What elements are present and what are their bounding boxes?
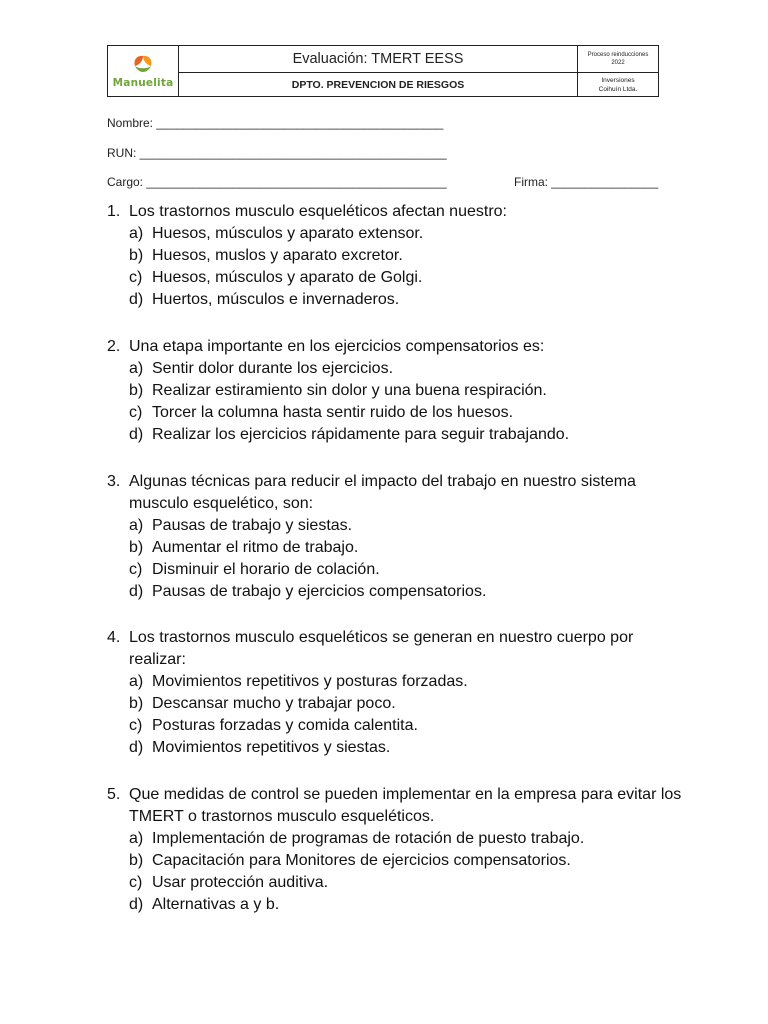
- option-letter: c): [129, 269, 143, 286]
- option-letter: d): [129, 583, 144, 600]
- company-line-1: Inversiones: [601, 76, 635, 84]
- option-d[interactable]: [107, 424, 687, 446]
- option-text: Torcer la columna hasta sentir ruido de los huesos.: [152, 404, 514, 421]
- option-c[interactable]: [107, 872, 687, 894]
- option-text: Posturas forzadas y comida calentita.: [152, 717, 418, 734]
- option-text: Alternativas a y b.: [152, 896, 280, 913]
- option-letter: d): [129, 426, 144, 443]
- option-letter: b): [129, 539, 144, 556]
- question-1: [107, 201, 687, 311]
- option-a[interactable]: [107, 515, 687, 537]
- company-line-2: Coihuín Ltda.: [598, 85, 638, 93]
- option-c[interactable]: [107, 402, 687, 424]
- question-text: Los trastornos musculo esqueléticos afectan nuestro:: [129, 203, 507, 220]
- option-letter: c): [129, 717, 143, 734]
- option-text: Pausas de trabajo y ejercicios compensatorios.: [152, 583, 487, 600]
- question-text: Los trastornos musculo esqueléticos se generan en nuestro cuerpo por realizar:: [129, 629, 634, 668]
- option-letter: b): [129, 852, 144, 869]
- option-letter: c): [129, 561, 143, 578]
- option-text: Movimientos repetitivos y posturas forzadas.: [152, 673, 468, 690]
- option-letter: d): [129, 291, 144, 308]
- nombre-field[interactable]: Nombre: ___________________________________________: [107, 116, 444, 130]
- question-5: [107, 784, 687, 916]
- cargo-field[interactable]: Cargo: _____________________________________________: [107, 175, 447, 189]
- option-text: Disminuir el horario de colación.: [152, 561, 380, 578]
- company-label: [578, 73, 658, 96]
- question-number: 4.: [107, 629, 121, 646]
- option-text: Capacitación para Monitores de ejercicios compensatorios.: [152, 852, 571, 869]
- question-3: [107, 471, 687, 603]
- process-line-1: Proceso reinducciones: [587, 52, 649, 58]
- question-number: 5.: [107, 786, 121, 803]
- department-label: DPTO. PREVENCION DE RIESGOS: [291, 78, 465, 91]
- option-text: Aumentar el ritmo de trabajo.: [152, 539, 359, 556]
- option-text: Huesos, músculos y aparato extensor.: [152, 225, 424, 242]
- option-text: Huesos, músculos y aparato de Golgi.: [152, 269, 423, 286]
- option-b[interactable]: [107, 537, 687, 559]
- question-4: [107, 627, 687, 759]
- option-text: Huesos, muslos y aparato excretor.: [152, 247, 403, 264]
- option-a[interactable]: [107, 358, 687, 380]
- option-letter: d): [129, 896, 144, 913]
- option-text: Pausas de trabajo y siestas.: [152, 517, 353, 534]
- option-text: Huertos, músculos e invernaderos.: [152, 291, 400, 308]
- option-letter: b): [129, 247, 144, 264]
- option-text: Sentir dolor durante los ejercicios.: [152, 360, 394, 377]
- option-letter: c): [129, 404, 143, 421]
- option-d[interactable]: [107, 737, 687, 759]
- option-letter: a): [129, 673, 144, 690]
- process-line-2: 2022: [611, 60, 625, 66]
- question-number: 3.: [107, 473, 121, 490]
- question-text: Que medidas de control se pueden implementar en la empresa para evitar los TMERT o trastornos musculo esqueléticos.: [129, 786, 682, 825]
- option-d[interactable]: [107, 289, 687, 311]
- option-letter: d): [129, 739, 144, 756]
- document-header: [107, 45, 659, 97]
- option-a[interactable]: [107, 828, 687, 850]
- option-letter: c): [129, 874, 143, 891]
- firma-field[interactable]: Firma: ________________: [514, 175, 659, 189]
- option-letter: a): [129, 360, 144, 377]
- option-a[interactable]: [107, 671, 687, 693]
- question-number: 2.: [107, 338, 121, 355]
- option-b[interactable]: [107, 693, 687, 715]
- option-b[interactable]: [107, 850, 687, 872]
- manuelita-logo-icon: [130, 54, 156, 76]
- option-text: Movimientos repetitivos y siestas.: [152, 739, 391, 756]
- process-label: [578, 46, 658, 73]
- logo-cell: [108, 46, 179, 96]
- option-text: Descansar mucho y trabajar poco.: [152, 695, 396, 712]
- option-c[interactable]: [107, 715, 687, 737]
- option-letter: a): [129, 225, 144, 242]
- option-text: Implementación de programas de rotación de puesto trabajo.: [152, 830, 585, 847]
- run-field[interactable]: RUN: ______________________________________________: [107, 146, 447, 160]
- option-letter: b): [129, 382, 144, 399]
- option-c[interactable]: [107, 267, 687, 289]
- option-text: Usar protección auditiva.: [152, 874, 329, 891]
- option-d[interactable]: [107, 581, 687, 603]
- question-text: Algunas técnicas para reducir el impacto del trabajo en nuestro sistema musculo esquelético, son:: [129, 473, 636, 512]
- option-b[interactable]: [107, 245, 687, 267]
- option-a[interactable]: [107, 223, 687, 245]
- option-b[interactable]: [107, 380, 687, 402]
- option-c[interactable]: [107, 559, 687, 581]
- option-d[interactable]: [107, 894, 687, 916]
- question-2: [107, 336, 687, 446]
- option-letter: a): [129, 830, 144, 847]
- question-number: 1.: [107, 203, 121, 220]
- option-text: Realizar los ejercicios rápidamente para seguir trabajando.: [152, 426, 570, 443]
- option-text: Realizar estiramiento sin dolor y una buena respiración.: [152, 382, 547, 399]
- option-letter: a): [129, 517, 144, 534]
- document-title: Evaluación: TMERT EESS: [179, 46, 577, 73]
- logo-text: Manuelita: [112, 76, 174, 89]
- question-text: Una etapa importante en los ejercicios compensatorios es:: [129, 338, 545, 355]
- option-letter: b): [129, 695, 144, 712]
